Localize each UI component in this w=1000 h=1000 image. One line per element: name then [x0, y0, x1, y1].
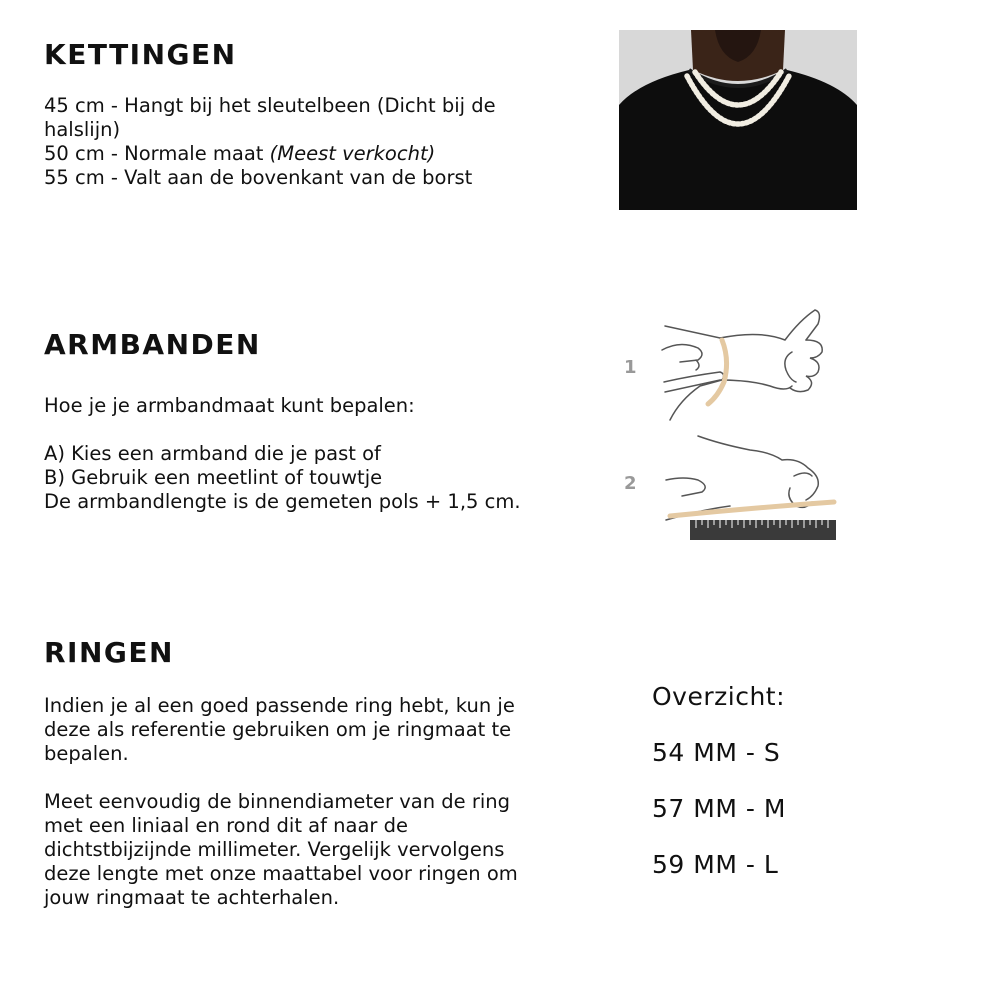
ring-size-l: 59 MM - L: [652, 850, 779, 879]
kettingen-size-45: 45 cm - Hangt bij het sleutelbeen (Dicht bij de halslijn): [44, 94, 496, 141]
armbanden-formula: De armbandlengte is de gemeten pols + 1,5 cm.: [44, 490, 521, 513]
armbanden-option-a: A) Kies een armband die je past of: [44, 442, 381, 465]
ringen-paragraph-2: Meet eenvoudig de binnendiameter van de ring met een liniaal en rond dit af naar de dichtstbijzijnde millimeter. Vergelijk vervolgens deze lengte met onze maattabel voor ringen om jouw ringmaat te achterhalen.: [44, 790, 518, 909]
kettingen-size-55: 55 cm - Valt aan de bovenkant van de borst: [44, 166, 473, 189]
ringen-instructions: [44, 694, 544, 910]
armbanden-instructions: [44, 394, 544, 514]
necklace-photo-illustration: [619, 30, 857, 210]
kettingen-size-list: [44, 94, 544, 190]
ringen-paragraph-1: Indien je al een goed passende ring hebt, kun je deze als referentie gebruiken om je ringmaat te bepalen.: [44, 694, 515, 765]
step-2-number: 2: [624, 473, 637, 494]
ring-overview-title: Overzicht:: [652, 682, 786, 711]
bracelet-measure-illustration: [610, 300, 850, 550]
armbanden-intro: Hoe je je armbandmaat kunt bepalen:: [44, 394, 415, 417]
section-title-armbanden: ARMBANDEN: [44, 328, 261, 361]
wrist-measure-drawing: [610, 300, 850, 550]
section-title-ringen: RINGEN: [44, 636, 174, 669]
armbanden-option-b: B) Gebruik een meetlint of touwtje: [44, 466, 383, 489]
necklace-photo: [619, 30, 857, 210]
kettingen-size-50: 50 cm - Normale maat (Meest verkocht): [44, 142, 436, 165]
ring-size-m: 57 MM - M: [652, 794, 786, 823]
ring-size-s: 54 MM - S: [652, 738, 781, 767]
best-seller-note: (Meest verkocht): [269, 142, 436, 165]
section-title-kettingen: KETTINGEN: [44, 38, 237, 71]
step-1-number: 1: [624, 357, 637, 378]
